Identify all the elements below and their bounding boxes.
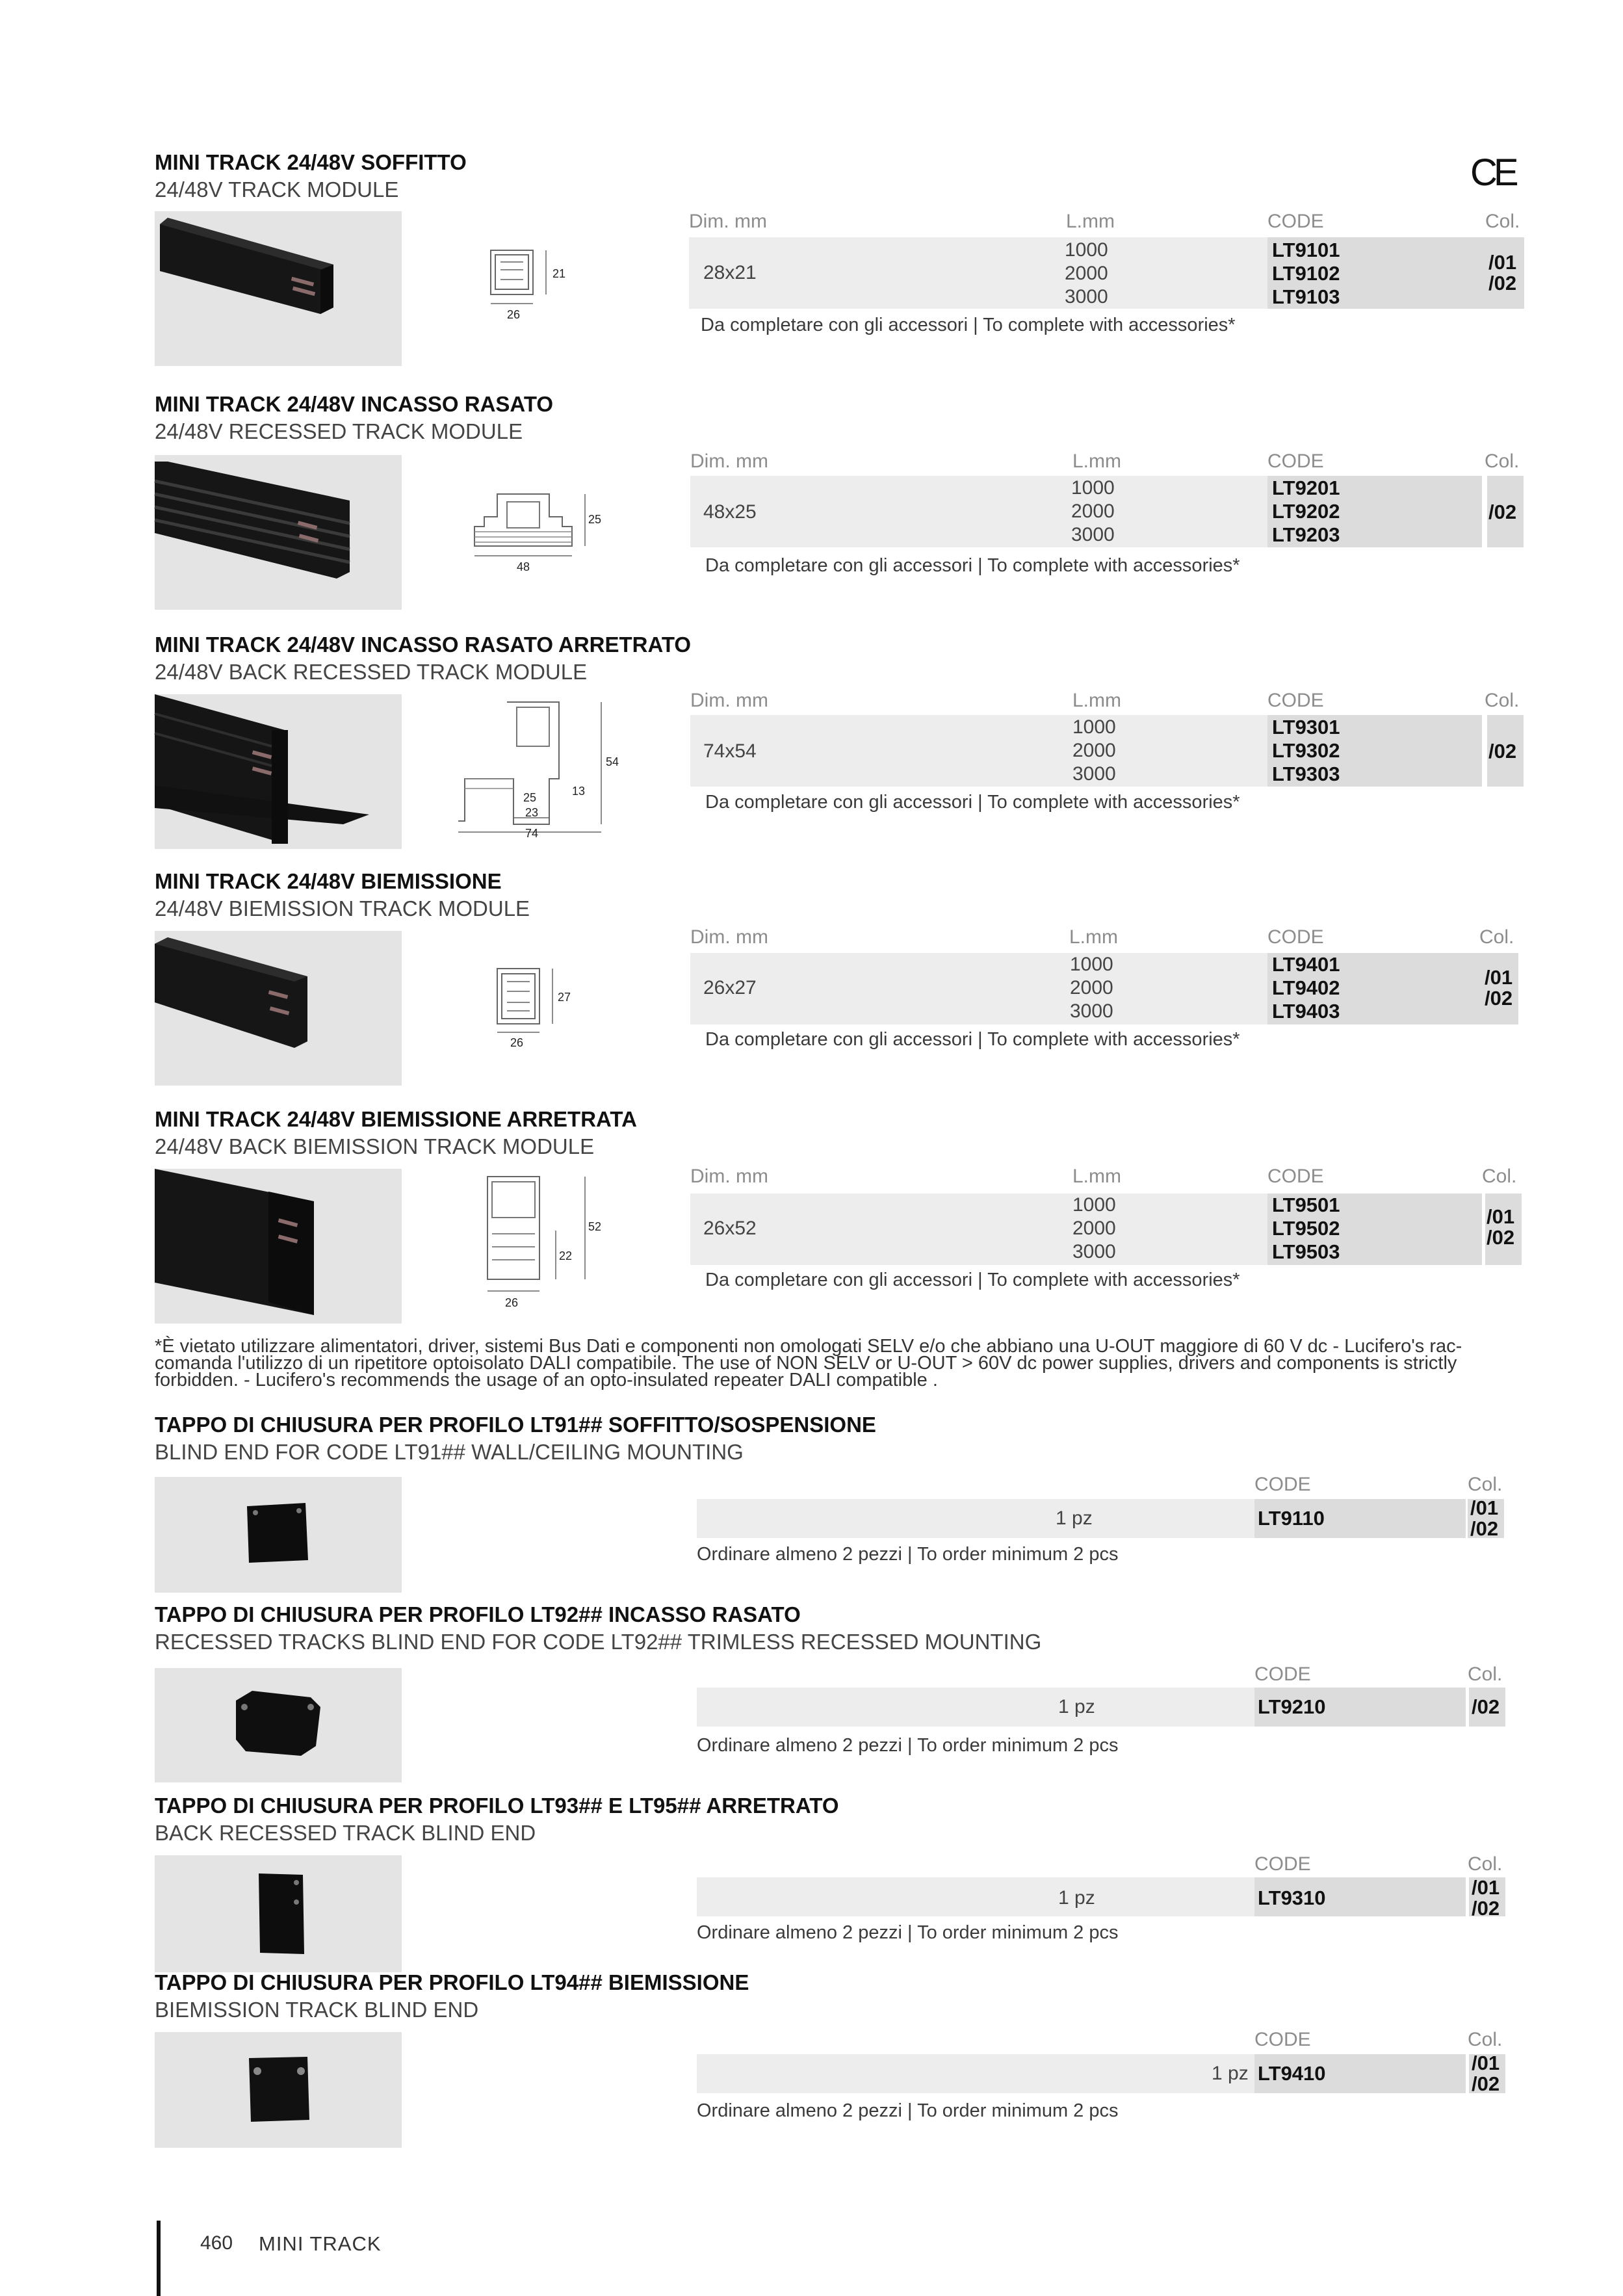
color-code: /02 [1472, 1695, 1500, 1718]
product-subtitle: BACK RECESSED TRACK BLIND END [155, 1821, 536, 1845]
quantity-value: 1 pz [1058, 1887, 1095, 1909]
dim-label: 26 [507, 308, 521, 321]
length-header: L.mm [1066, 211, 1115, 232]
length-header: L.mm [1072, 690, 1121, 711]
dim-header: Dim. mm [690, 1166, 768, 1187]
product-title: MINI TRACK 24/48V SOFFITTO [155, 150, 467, 174]
profile-drawing [481, 244, 578, 325]
product-code: LT9301 [1272, 716, 1340, 738]
code-header: CODE [1267, 211, 1324, 232]
footnote-line: comanda l'utilizzo di un ripetitore optoisolato DALI compatibile. The use of NON SELV or U-OUT > 60V dc power supplies, drivers and components is strictly [155, 1353, 1457, 1374]
row-band [697, 1877, 1254, 1916]
dim-label: 25 [523, 791, 537, 804]
product-title: TAPPO DI CHIUSURA PER PROFILO LT93## E LT95## ARRETRATO [155, 1794, 839, 1818]
product-code: LT9210 [1258, 1695, 1326, 1718]
row-band [689, 237, 1267, 309]
ce-mark: CE [1470, 151, 1515, 194]
col-header: Col. [1482, 1166, 1517, 1187]
dim-label: 26 [510, 1036, 524, 1049]
dim-label: 74 [525, 827, 539, 840]
product-code: LT9403 [1272, 1000, 1340, 1023]
dimension-value: 28x21 [703, 262, 757, 283]
length-value: 2000 [1071, 501, 1115, 522]
dim-label: 54 [606, 755, 619, 768]
product-code: LT9101 [1272, 239, 1340, 261]
product-title: MINI TRACK 24/48V BIEMISSIONE ARRETRATA [155, 1107, 637, 1131]
dimension-value: 74x54 [703, 740, 757, 762]
dim-label: 25 [588, 513, 602, 526]
order-note: Ordinare almeno 2 pezzi | To order minimum 2 pcs [697, 1922, 1119, 1943]
footnote-line: forbidden. - Lucifero's recommends the usage of an opto-insulated repeater DALI compatible . [155, 1370, 938, 1390]
dim-label: 52 [588, 1220, 602, 1233]
product-code: LT9203 [1272, 523, 1340, 546]
length-value: 3000 [1065, 286, 1108, 307]
safety-footnote [155, 1338, 1500, 1389]
code-header: CODE [1254, 1474, 1311, 1495]
length-value: 1000 [1065, 239, 1108, 261]
color-code: /01 [1472, 1876, 1500, 1899]
dimension-value: 26x27 [703, 977, 757, 998]
dim-label: 27 [558, 991, 571, 1004]
length-value: 2000 [1065, 263, 1108, 284]
col-header: Col. [1485, 211, 1520, 232]
product-code: LT9401 [1272, 953, 1340, 976]
length-value: 2000 [1072, 740, 1116, 761]
row-band [690, 953, 1267, 1024]
product-subtitle: BIEMISSION TRACK BLIND END [155, 1998, 479, 2022]
product-photo [155, 1668, 402, 1782]
product-code: LT9102 [1272, 262, 1340, 285]
code-header: CODE [1267, 926, 1324, 948]
col-header: Col. [1468, 1474, 1503, 1495]
product-photo [155, 1169, 402, 1324]
code-header: CODE [1254, 1853, 1311, 1875]
product-photo [155, 1477, 402, 1593]
quantity-value: 1 pz [1058, 1696, 1095, 1717]
product-photo [155, 211, 402, 366]
dim-header: Dim. mm [690, 450, 768, 472]
order-note: Ordinare almeno 2 pezzi | To order minimum 2 pcs [697, 2100, 1119, 2121]
profile-drawing [478, 1169, 608, 1315]
dim-label: 13 [572, 785, 586, 798]
product-title: MINI TRACK 24/48V INCASSO RASATO [155, 392, 554, 416]
product-subtitle: 24/48V TRACK MODULE [155, 177, 399, 202]
code-header: CODE [1267, 450, 1324, 472]
order-note: Ordinare almeno 2 pezzi | To order minimum 2 pcs [697, 1544, 1119, 1565]
product-code: LT9110 [1258, 1507, 1325, 1530]
code-header: CODE [1267, 1166, 1324, 1187]
profile-drawing [455, 694, 624, 841]
dim-header: Dim. mm [690, 926, 768, 948]
product-photo [155, 1855, 402, 1972]
color-code: /02 [1488, 740, 1517, 763]
product-code: LT9201 [1272, 476, 1340, 499]
product-code: LT9402 [1272, 976, 1340, 999]
row-band [697, 1499, 1254, 1538]
product-subtitle: RECESSED TRACKS BLIND END FOR CODE LT92## TRIMLESS RECESSED MOUNTING [155, 1630, 1042, 1654]
length-header: L.mm [1072, 1166, 1121, 1187]
product-title: TAPPO DI CHIUSURA PER PROFILO LT91## SOFFITTO/SOSPENSIONE [155, 1413, 876, 1437]
length-value: 1000 [1072, 716, 1116, 738]
dim-label: 22 [559, 1249, 573, 1262]
dim-header: Dim. mm [690, 690, 768, 711]
code-header: CODE [1254, 2029, 1311, 2050]
code-header: CODE [1254, 1663, 1311, 1685]
length-value: 3000 [1072, 763, 1116, 785]
product-code: LT9103 [1272, 285, 1340, 308]
color-code: /02 [1470, 1517, 1499, 1540]
dimension-value: 48x25 [703, 501, 757, 523]
row-band [690, 715, 1267, 787]
color-code: /02 [1472, 1897, 1500, 1920]
color-code: /02 [1485, 987, 1513, 1010]
col-header: Col. [1485, 450, 1520, 472]
dim-label: 48 [517, 560, 530, 573]
length-value: 2000 [1070, 977, 1113, 998]
accessory-note: Da completare con gli accessori | To complete with accessories* [705, 792, 1240, 813]
product-photo [155, 2032, 402, 2148]
profile-drawing [468, 481, 602, 575]
quantity-value: 1 pz [1056, 1507, 1093, 1529]
product-subtitle: BLIND END FOR CODE LT91## WALL/CEILING MOUNTING [155, 1440, 744, 1464]
product-subtitle: 24/48V BACK RECESSED TRACK MODULE [155, 660, 588, 684]
product-code: LT9410 [1258, 2062, 1326, 2085]
color-code: /02 [1488, 272, 1517, 294]
product-title: MINI TRACK 24/48V BIEMISSIONE [155, 869, 502, 893]
length-value: 3000 [1070, 1000, 1113, 1022]
accessory-note: Da completare con gli accessori | To complete with accessories* [705, 555, 1240, 576]
accessory-note: Da completare con gli accessori | To complete with accessories* [701, 315, 1236, 335]
footnote-line: *È vietato utilizzare alimentatori, driver, sistemi Bus Dati e componenti non omologati SELV e/o che abbiano una U-OUT maggiore di 60 V dc - Lucifero's rac- [155, 1336, 1462, 1357]
product-title: MINI TRACK 24/48V INCASSO RASATO ARRETRATO [155, 633, 692, 657]
footer-bar [157, 2221, 161, 2296]
quantity-value: 1 pz [1212, 2063, 1249, 2084]
length-value: 1000 [1070, 954, 1113, 975]
row-band [697, 1688, 1254, 1727]
col-header: Col. [1468, 1663, 1503, 1685]
col-header: Col. [1479, 926, 1514, 948]
length-value: 1000 [1071, 477, 1115, 499]
product-photo [155, 455, 402, 610]
section-name: MINI TRACK [259, 2232, 382, 2255]
product-code: LT9202 [1272, 500, 1340, 523]
row-band [697, 2054, 1254, 2093]
product-code: LT9503 [1272, 1240, 1340, 1263]
dim-header: Dim. mm [689, 211, 767, 232]
color-code: /02 [1487, 1226, 1515, 1249]
length-value: 2000 [1072, 1218, 1116, 1239]
product-code: LT9303 [1272, 763, 1340, 785]
length-header: L.mm [1072, 450, 1121, 472]
product-code: LT9302 [1272, 739, 1340, 762]
accessory-note: Da completare con gli accessori | To complete with accessories* [705, 1270, 1240, 1290]
color-code: /01 [1470, 1496, 1499, 1519]
color-code: /01 [1487, 1205, 1515, 1228]
color-code: /02 [1488, 501, 1517, 523]
dimension-value: 26x52 [703, 1218, 757, 1239]
row-band [690, 476, 1267, 547]
order-note: Ordinare almeno 2 pezzi | To order minimum 2 pcs [697, 1735, 1119, 1756]
color-code: /01 [1485, 966, 1513, 989]
row-band [690, 1194, 1267, 1265]
product-photo [155, 694, 402, 849]
product-subtitle: 24/48V BIEMISSION TRACK MODULE [155, 896, 530, 920]
col-header: Col. [1485, 690, 1520, 711]
length-value: 1000 [1072, 1194, 1116, 1216]
length-value: 3000 [1072, 1241, 1116, 1262]
product-title: TAPPO DI CHIUSURA PER PROFILO LT94## BIEMISSIONE [155, 1970, 749, 1994]
product-code: LT9310 [1258, 1886, 1326, 1909]
product-code: LT9501 [1272, 1194, 1340, 1216]
dim-label: 23 [525, 806, 539, 819]
color-code: /01 [1472, 2052, 1500, 2074]
code-header: CODE [1267, 690, 1324, 711]
color-code: /01 [1488, 251, 1517, 274]
page-number: 460 [200, 2232, 233, 2254]
product-subtitle: 24/48V BACK BIEMISSION TRACK MODULE [155, 1134, 595, 1158]
dim-label: 26 [505, 1296, 519, 1309]
product-photo [155, 931, 402, 1086]
col-header: Col. [1468, 1853, 1503, 1875]
length-value: 3000 [1071, 524, 1115, 545]
color-code: /02 [1472, 2072, 1500, 2095]
product-subtitle: 24/48V RECESSED TRACK MODULE [155, 419, 523, 443]
profile-drawing [487, 962, 585, 1053]
product-title: TAPPO DI CHIUSURA PER PROFILO LT92## INCASSO RASATO [155, 1602, 801, 1626]
product-code: LT9502 [1272, 1217, 1340, 1240]
accessory-note: Da completare con gli accessori | To complete with accessories* [705, 1029, 1240, 1050]
col-header: Col. [1468, 2029, 1503, 2050]
length-header: L.mm [1069, 926, 1118, 948]
dim-label: 21 [552, 267, 566, 280]
